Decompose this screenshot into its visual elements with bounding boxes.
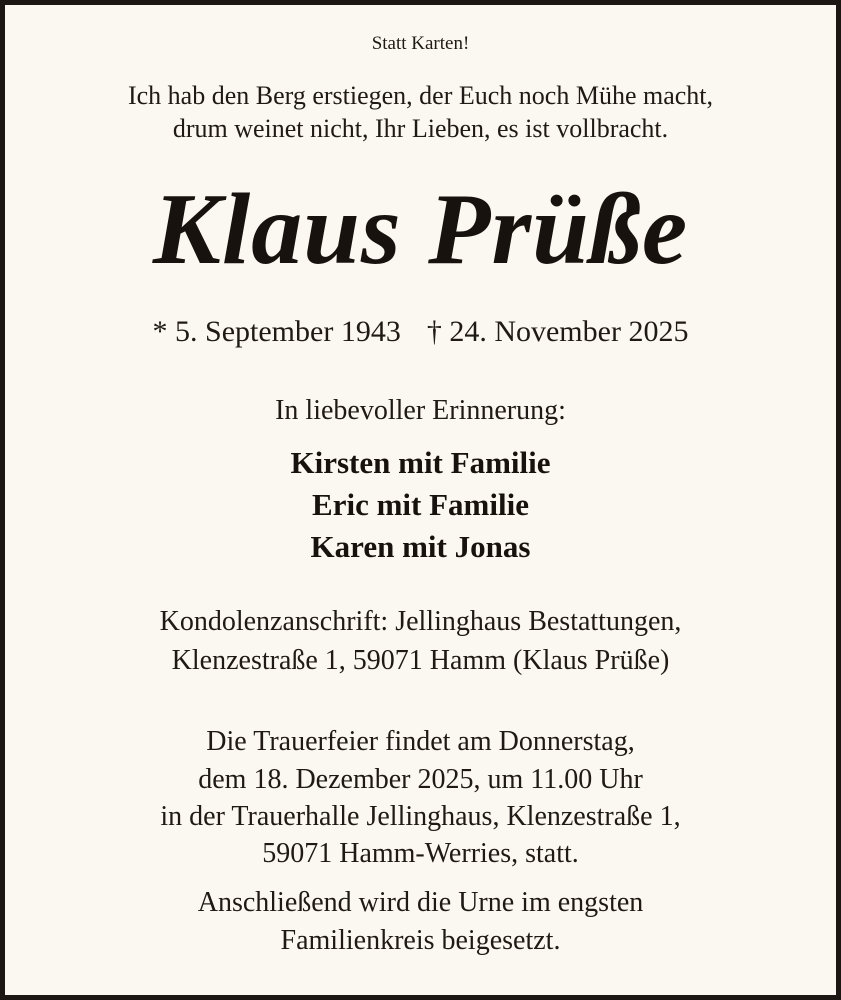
funeral-line-4: 59071 Hamm-Werries, statt.	[262, 838, 579, 869]
closing-line-1: Anschließend wird die Urne im engsten	[197, 887, 644, 918]
funeral-line-1: Die Trauerfeier findet am Donnerstag,	[206, 726, 635, 757]
birth-date: * 5. September 1943	[152, 315, 401, 348]
verse-line-1: Ich hab den Berg erstiegen, der Euch noch Mühe macht,	[127, 81, 714, 110]
memory-intro: In liebevoller Erinnerung:	[275, 395, 566, 426]
deceased-name: Klaus Prüße	[152, 173, 689, 286]
condolence-address-line-1: Kondolenzanschrift: Jellinghaus Bestattungen,	[159, 606, 682, 637]
funeral-line-3: in der Trauerhalle Jellinghaus, Klenzestraße 1,	[160, 801, 681, 832]
header-text: Statt Karten!	[371, 33, 470, 54]
closing-line-2: Familienkreis beigesetzt.	[280, 925, 561, 956]
mourner-line: Eric mit Familie	[312, 487, 529, 522]
funeral-line-2: dem 18. Dezember 2025, um 11.00 Uhr	[198, 764, 643, 795]
verse-line-2: drum weinet nicht, Ihr Lieben, es ist vollbracht.	[172, 114, 669, 143]
life-dates	[5, 315, 836, 349]
death-date: † 24. November 2025	[426, 315, 689, 348]
condolence-address-line-2: Klenzestraße 1, 59071 Hamm (Klaus Prüße)	[171, 645, 670, 676]
mourner-line: Kirsten mit Familie	[290, 445, 551, 480]
mourner-line: Karen mit Jonas	[310, 529, 531, 564]
